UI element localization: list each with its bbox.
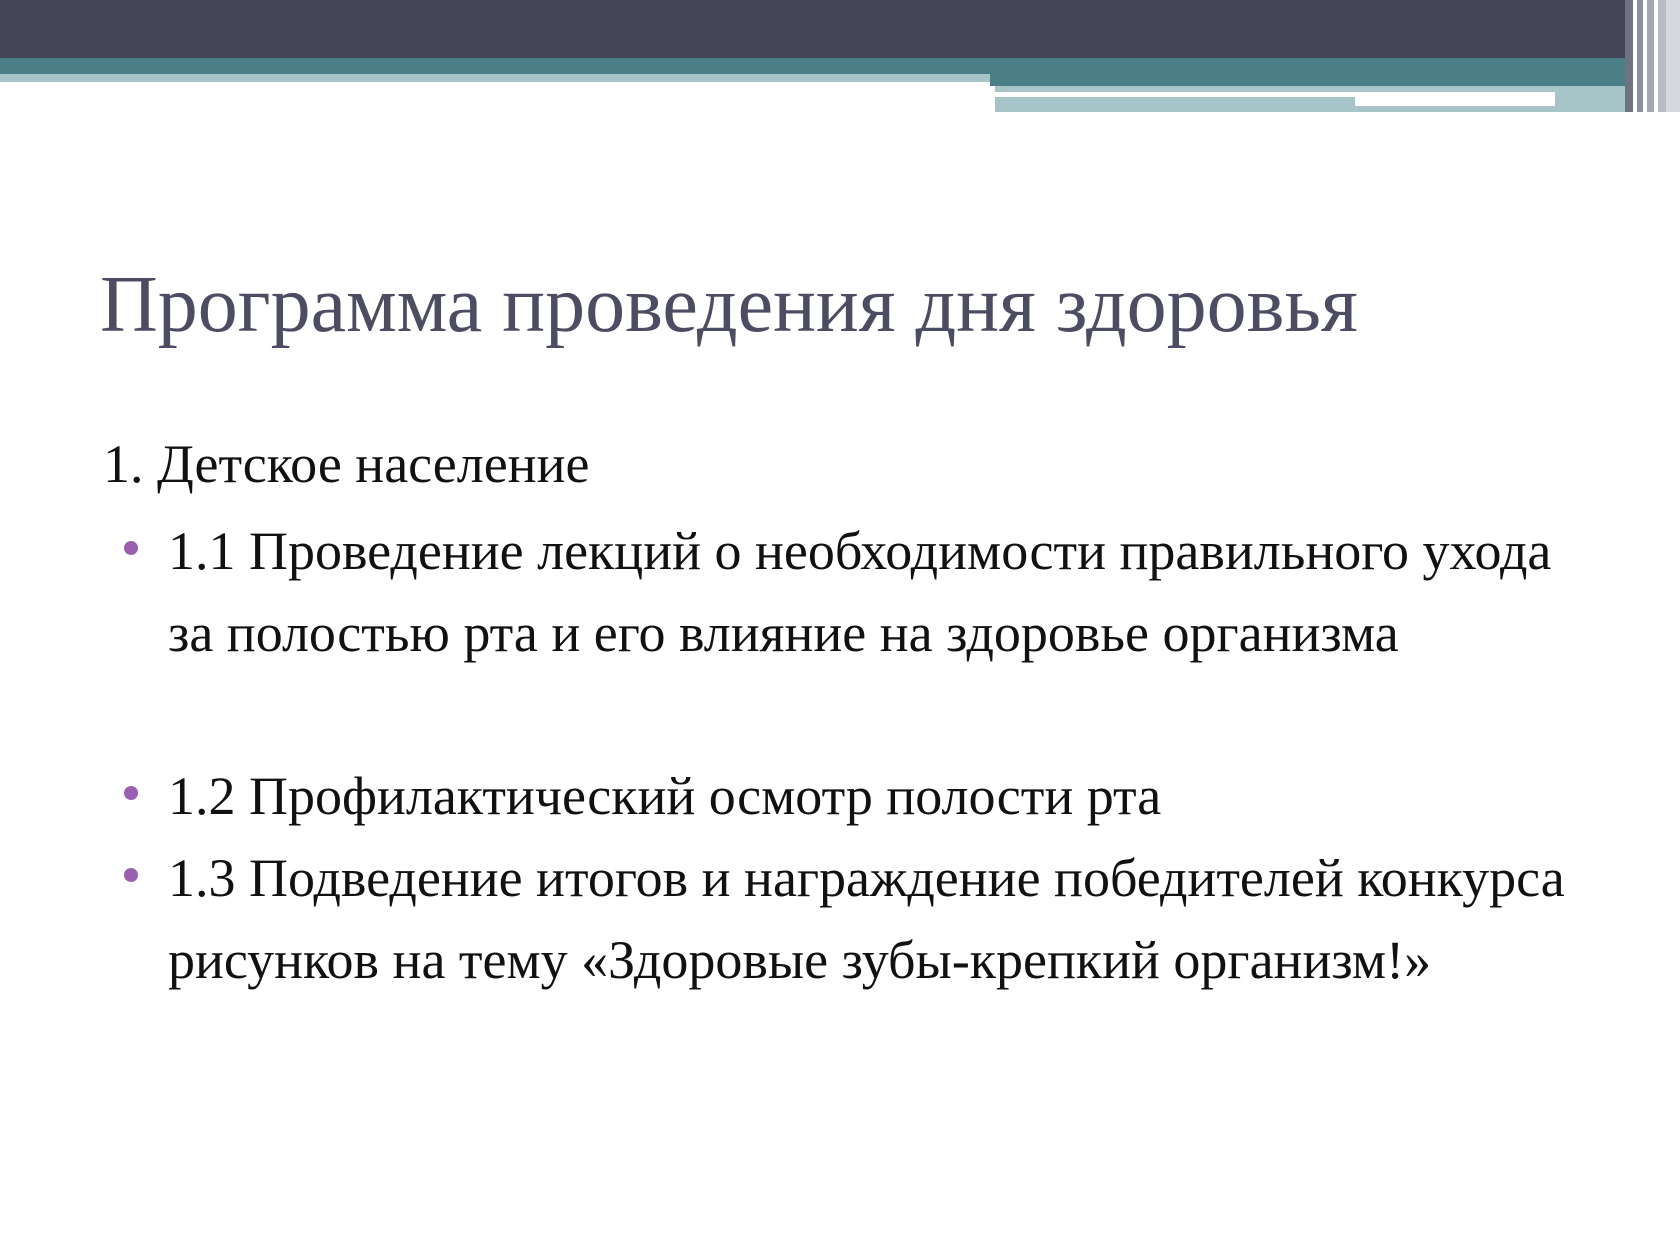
edge-stripe xyxy=(1658,0,1666,112)
list-item-text: 1.2 Профилактический осмотр полости рта xyxy=(168,766,1162,826)
header-dark-bar xyxy=(0,0,1680,58)
section-heading: 1. Детское население xyxy=(103,434,590,494)
slide-title: Программа проведения дня здоровья xyxy=(100,261,1358,349)
header-teal-band xyxy=(0,58,1625,74)
edge-stripe xyxy=(1666,0,1680,112)
edge-stripe xyxy=(1625,0,1633,112)
header-stripe xyxy=(1555,86,1625,112)
list-item xyxy=(168,755,1608,837)
header-stripe xyxy=(1355,106,1555,112)
list-item-text: 1.3 Подведение итогов и награждение победителей конкурса рисунков на тему «Здоровые зубы-крепкий организм!» xyxy=(168,848,1565,990)
list-item xyxy=(168,837,1608,1001)
edge-stripe xyxy=(1647,0,1654,112)
list-item-text: 1.1 Проведение лекций о необходимости правильного ухода за полостью рта и его влияние на здоровье организма xyxy=(168,521,1552,663)
purple-dot-bullet-icon xyxy=(124,868,138,882)
header-stripe xyxy=(995,97,1355,112)
header-light-band xyxy=(0,74,990,82)
header-right-block xyxy=(990,74,1625,86)
purple-dot-bullet-icon xyxy=(124,541,138,555)
header-stripe xyxy=(995,86,1555,92)
list-item xyxy=(168,510,1608,674)
purple-dot-bullet-icon xyxy=(124,786,138,800)
